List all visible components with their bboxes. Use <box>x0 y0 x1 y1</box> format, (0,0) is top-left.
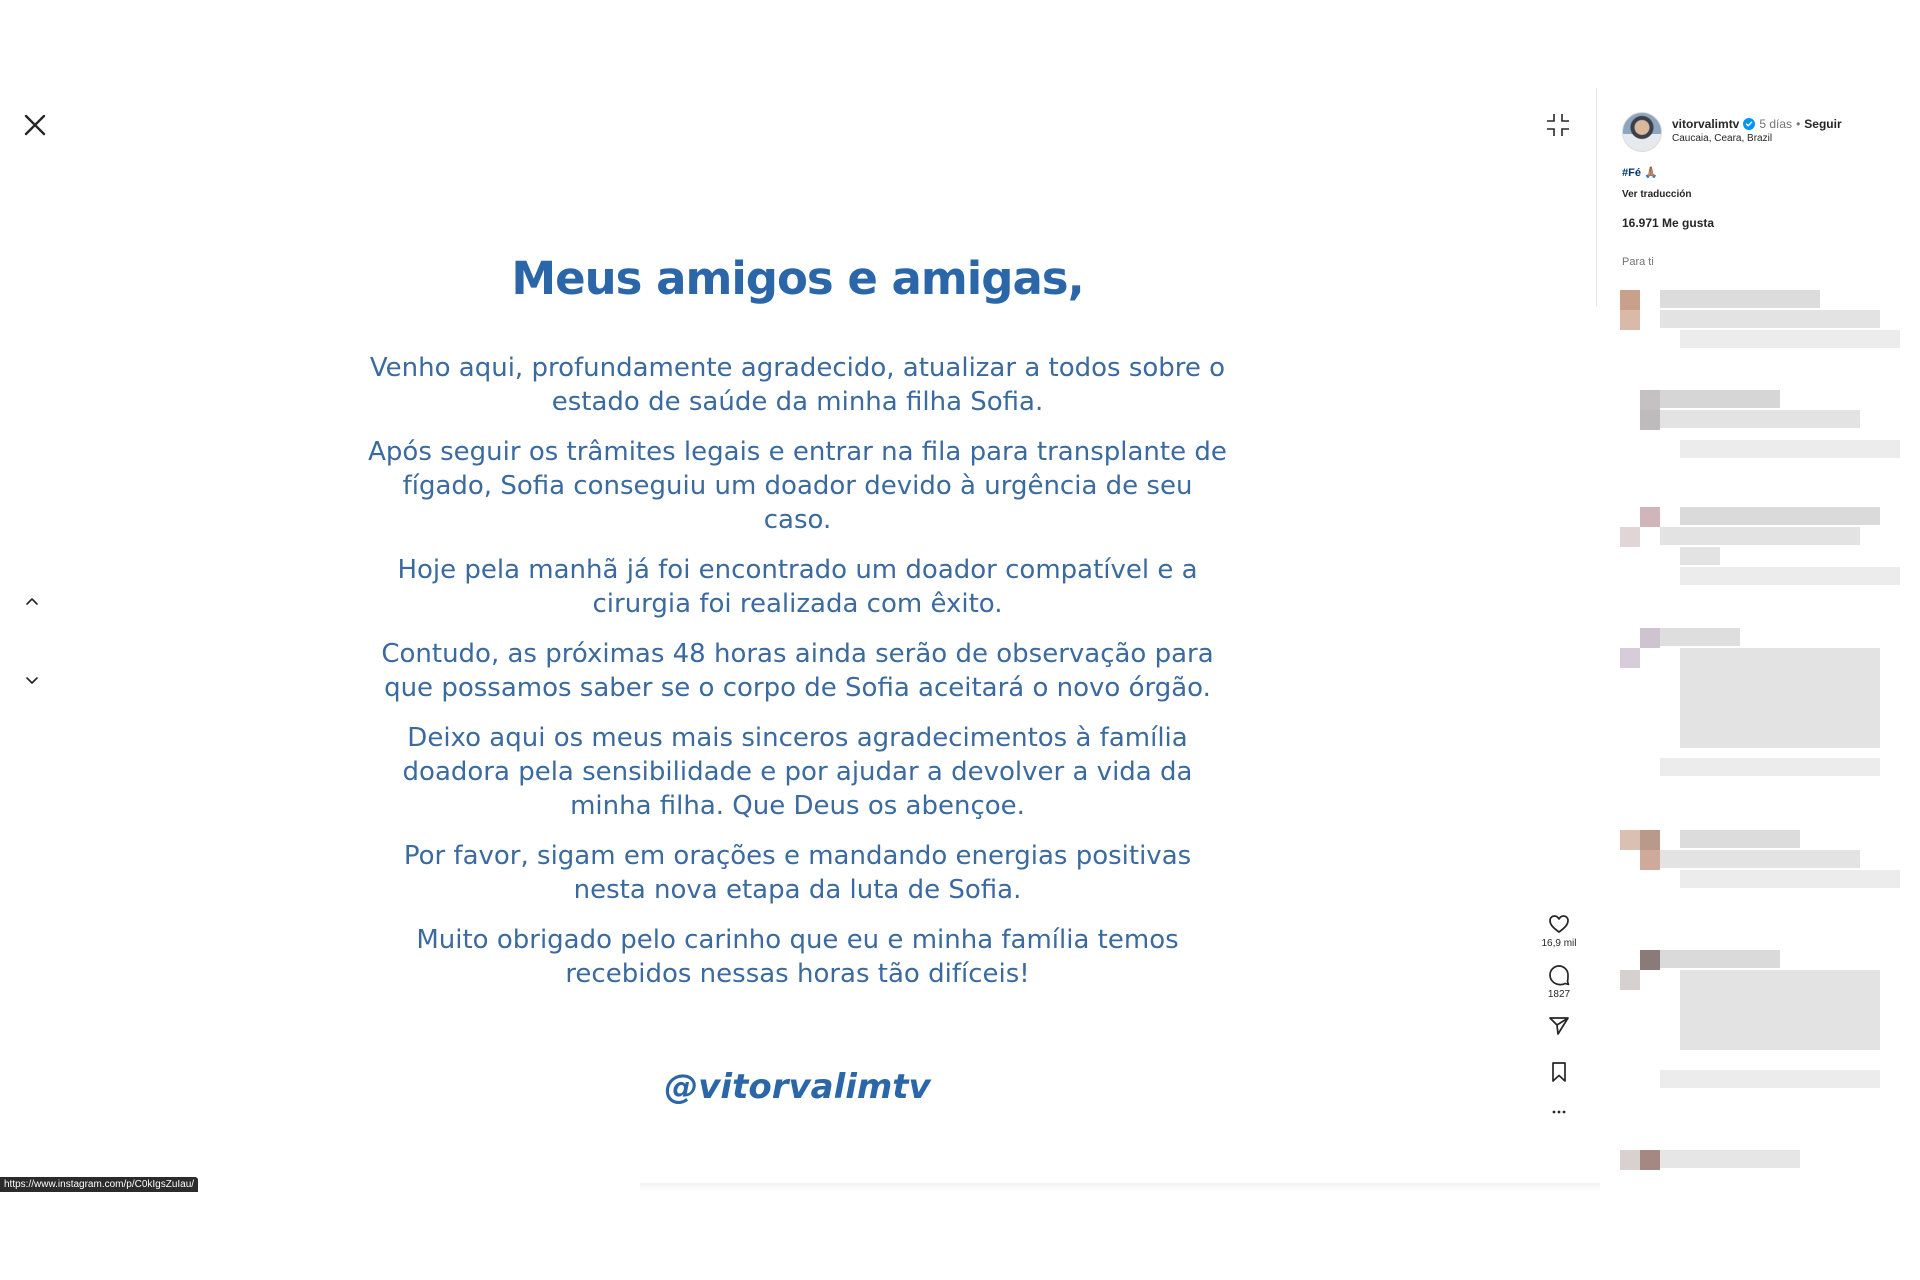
more-icon <box>1547 1106 1571 1118</box>
previous-post-button[interactable] <box>20 590 44 614</box>
list-item <box>1620 1130 1920 1190</box>
post-paragraph: Deixo aqui os meus mais sinceros agradecimentos à família doadora pela sensibilidade e por ajudar a devolver a vida da minha filha. Que Deus os abençoe. <box>402 723 1193 821</box>
more-options-button[interactable] <box>1536 1106 1582 1118</box>
comment-button[interactable] <box>1536 963 1582 1014</box>
comment-icon <box>1547 963 1571 987</box>
next-post-button[interactable] <box>20 668 44 692</box>
share-button[interactable] <box>1536 1014 1582 1038</box>
panel-divider <box>1596 88 1597 306</box>
post-paragraph: Muito obrigado pelo carinho que eu e minha família temos recebidos nessas horas tão difíceis! <box>416 925 1179 989</box>
post-paragraph: Contudo, as próximas 48 horas ainda serão de observação para que possamos saber se o corpo de Sofia aceitará o novo órgão. <box>381 639 1214 703</box>
translate-button[interactable]: Ver traducción <box>1622 189 1692 200</box>
author-row <box>1622 112 1920 152</box>
author-meta <box>1672 117 1842 144</box>
separator-dot: • <box>1796 117 1801 131</box>
compress-button[interactable] <box>1545 112 1571 138</box>
comment-count: 1827 <box>1547 989 1571 1000</box>
post-age[interactable]: 5 días <box>1759 117 1793 131</box>
for-you-label: Para ti <box>1622 256 1654 268</box>
close-icon <box>20 110 50 140</box>
post-actions <box>1536 912 1582 1118</box>
post-heading: Meus amigos e amigas, <box>511 252 1084 305</box>
status-bar-url: https://www.instagram.com/p/C0kIgsZuIau/ <box>0 1177 198 1192</box>
heart-icon <box>1547 912 1571 936</box>
list-item <box>1620 628 1920 788</box>
list-item <box>1620 290 1920 350</box>
like-button[interactable] <box>1536 912 1582 963</box>
bookmark-icon <box>1547 1060 1571 1084</box>
avatar[interactable] <box>1622 112 1662 152</box>
save-button[interactable] <box>1536 1060 1582 1084</box>
close-button[interactable] <box>20 110 50 140</box>
compress-icon <box>1545 112 1571 138</box>
list-item <box>1620 390 1920 460</box>
post-paragraph: Venho aqui, profundamente agradecido, atualizar a todos sobre o estado de saúde da minha filha Sofia. <box>369 353 1226 417</box>
post-paragraph: Hoje pela manhã já foi encontrado um doador compatível e a cirurgia foi realizada com êxito. <box>397 555 1198 619</box>
send-icon <box>1547 1014 1571 1038</box>
chevron-down-icon <box>20 668 44 692</box>
chevron-up-icon <box>20 590 44 614</box>
verified-badge-icon <box>1743 118 1755 130</box>
list-item <box>1620 950 1920 1110</box>
post-paragraph: Por favor, sigam em orações e mandando energias positivas nesta nova etapa da luta de Sofia. <box>403 841 1192 905</box>
likes-count[interactable]: 16.971 Me gusta <box>1622 216 1715 230</box>
author-username[interactable]: vitorvalimtv <box>1672 117 1740 131</box>
post-paragraph: Após seguir os trâmites legais e entrar na fila para transplante de fígado, Sofia conseguiu um doador devido à urgência de seu caso. <box>368 437 1227 535</box>
post-caption[interactable]: #Fé 🙏🏽 <box>1622 167 1658 179</box>
follow-button[interactable]: Seguir <box>1804 117 1842 131</box>
content-edge-shadow <box>640 1183 1600 1191</box>
like-count: 16,9 mil <box>1541 938 1577 949</box>
list-item <box>1620 830 1920 910</box>
blurred-comments <box>1620 245 1920 1190</box>
post-location[interactable]: Caucaia, Ceara, Brazil <box>1672 133 1773 144</box>
post-image-handle: @vitorvalimtv <box>664 1067 931 1107</box>
post-image[interactable] <box>340 200 1255 1107</box>
list-item <box>1620 507 1920 597</box>
